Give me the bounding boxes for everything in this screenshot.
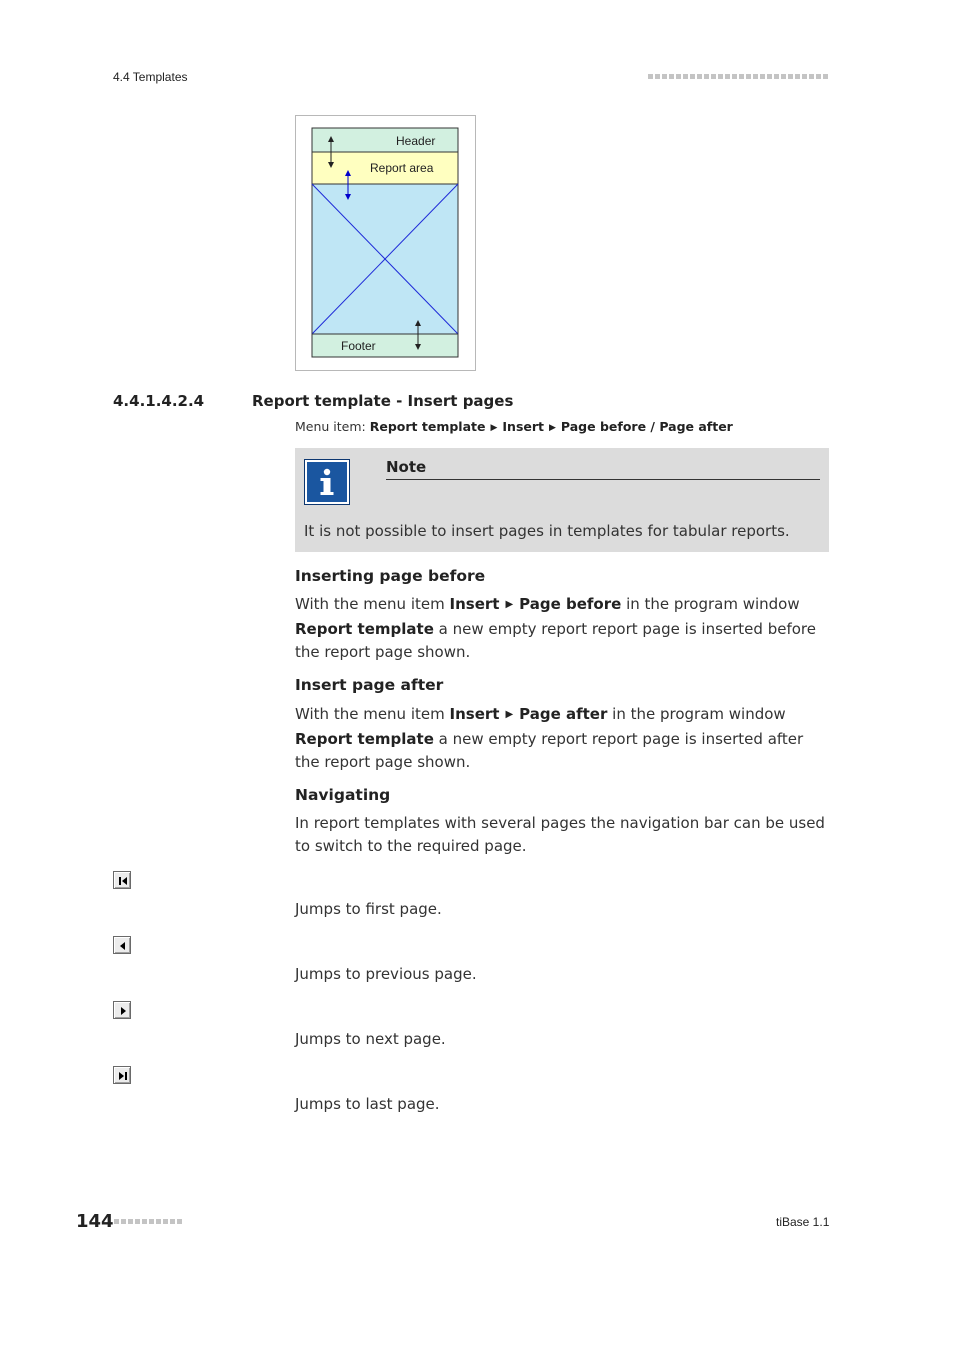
next-page-icon[interactable]	[113, 1001, 131, 1019]
paragraph-navigating: In report templates with several pages the navigation bar can be used to switch to the required page.	[295, 814, 825, 855]
page-layout-diagram	[296, 116, 475, 370]
menu-item-prefix: Menu item:	[295, 419, 366, 434]
page-number: 144	[76, 1211, 114, 1232]
page-layout-figure	[295, 115, 476, 371]
heading-inserting-page-before: Inserting page before	[295, 567, 486, 585]
triangle-right-icon: ▶	[505, 599, 514, 610]
menu-path-insert: Insert	[502, 419, 544, 434]
nav-first-page-text: Jumps to first page.	[295, 900, 442, 918]
menu-path-page-before-after: Page before / Page after	[560, 419, 733, 434]
footer-dots-decoration	[114, 1219, 182, 1224]
triangle-right-icon: ▶	[505, 709, 514, 720]
nav-previous-page-text: Jumps to previous page.	[295, 965, 477, 983]
heading-navigating: Navigating	[295, 786, 391, 804]
note-box	[295, 448, 829, 552]
first-page-icon[interactable]	[113, 871, 131, 889]
previous-page-icon[interactable]	[113, 936, 131, 954]
last-page-icon[interactable]	[113, 1066, 131, 1084]
product-version: tiBase 1.1	[776, 1215, 830, 1229]
figure-report-area-label: Report area	[370, 161, 434, 175]
header-band	[312, 128, 458, 152]
menu-item-path	[295, 419, 733, 434]
nav-next-page-text: Jumps to next page.	[295, 1030, 446, 1048]
figure-footer-label: Footer	[341, 339, 376, 353]
info-icon	[304, 459, 350, 505]
heading-insert-page-after: Insert page after	[295, 676, 444, 694]
header-dots-decoration	[648, 74, 828, 79]
nav-last-page-text: Jumps to last page.	[295, 1095, 440, 1113]
note-title: Note	[386, 458, 427, 476]
triangle-right-icon: ▶	[549, 423, 556, 433]
triangle-right-icon: ▶	[490, 423, 498, 433]
footer-band	[312, 334, 458, 357]
menu-path-report-template: Report template	[369, 419, 486, 434]
paragraph-inserting-page-before: With the menu item Insert ▶ Page before in the program window Report template a new empty report report page is inserted before the report page shown.	[295, 595, 816, 661]
note-divider	[386, 479, 820, 480]
running-header-section: 4.4 Templates	[113, 70, 188, 84]
paragraph-insert-page-after: With the menu item Insert ▶ Page after in the program window Report template a new empty report report page is inserted after the report page shown.	[295, 705, 804, 771]
section-number: 4.4.1.4.2.4	[113, 392, 205, 410]
section-title: Report template - Insert pages	[252, 392, 514, 410]
figure-header-label: Header	[396, 134, 436, 148]
note-text: It is not possible to insert pages in templates for tabular reports.	[304, 522, 790, 540]
